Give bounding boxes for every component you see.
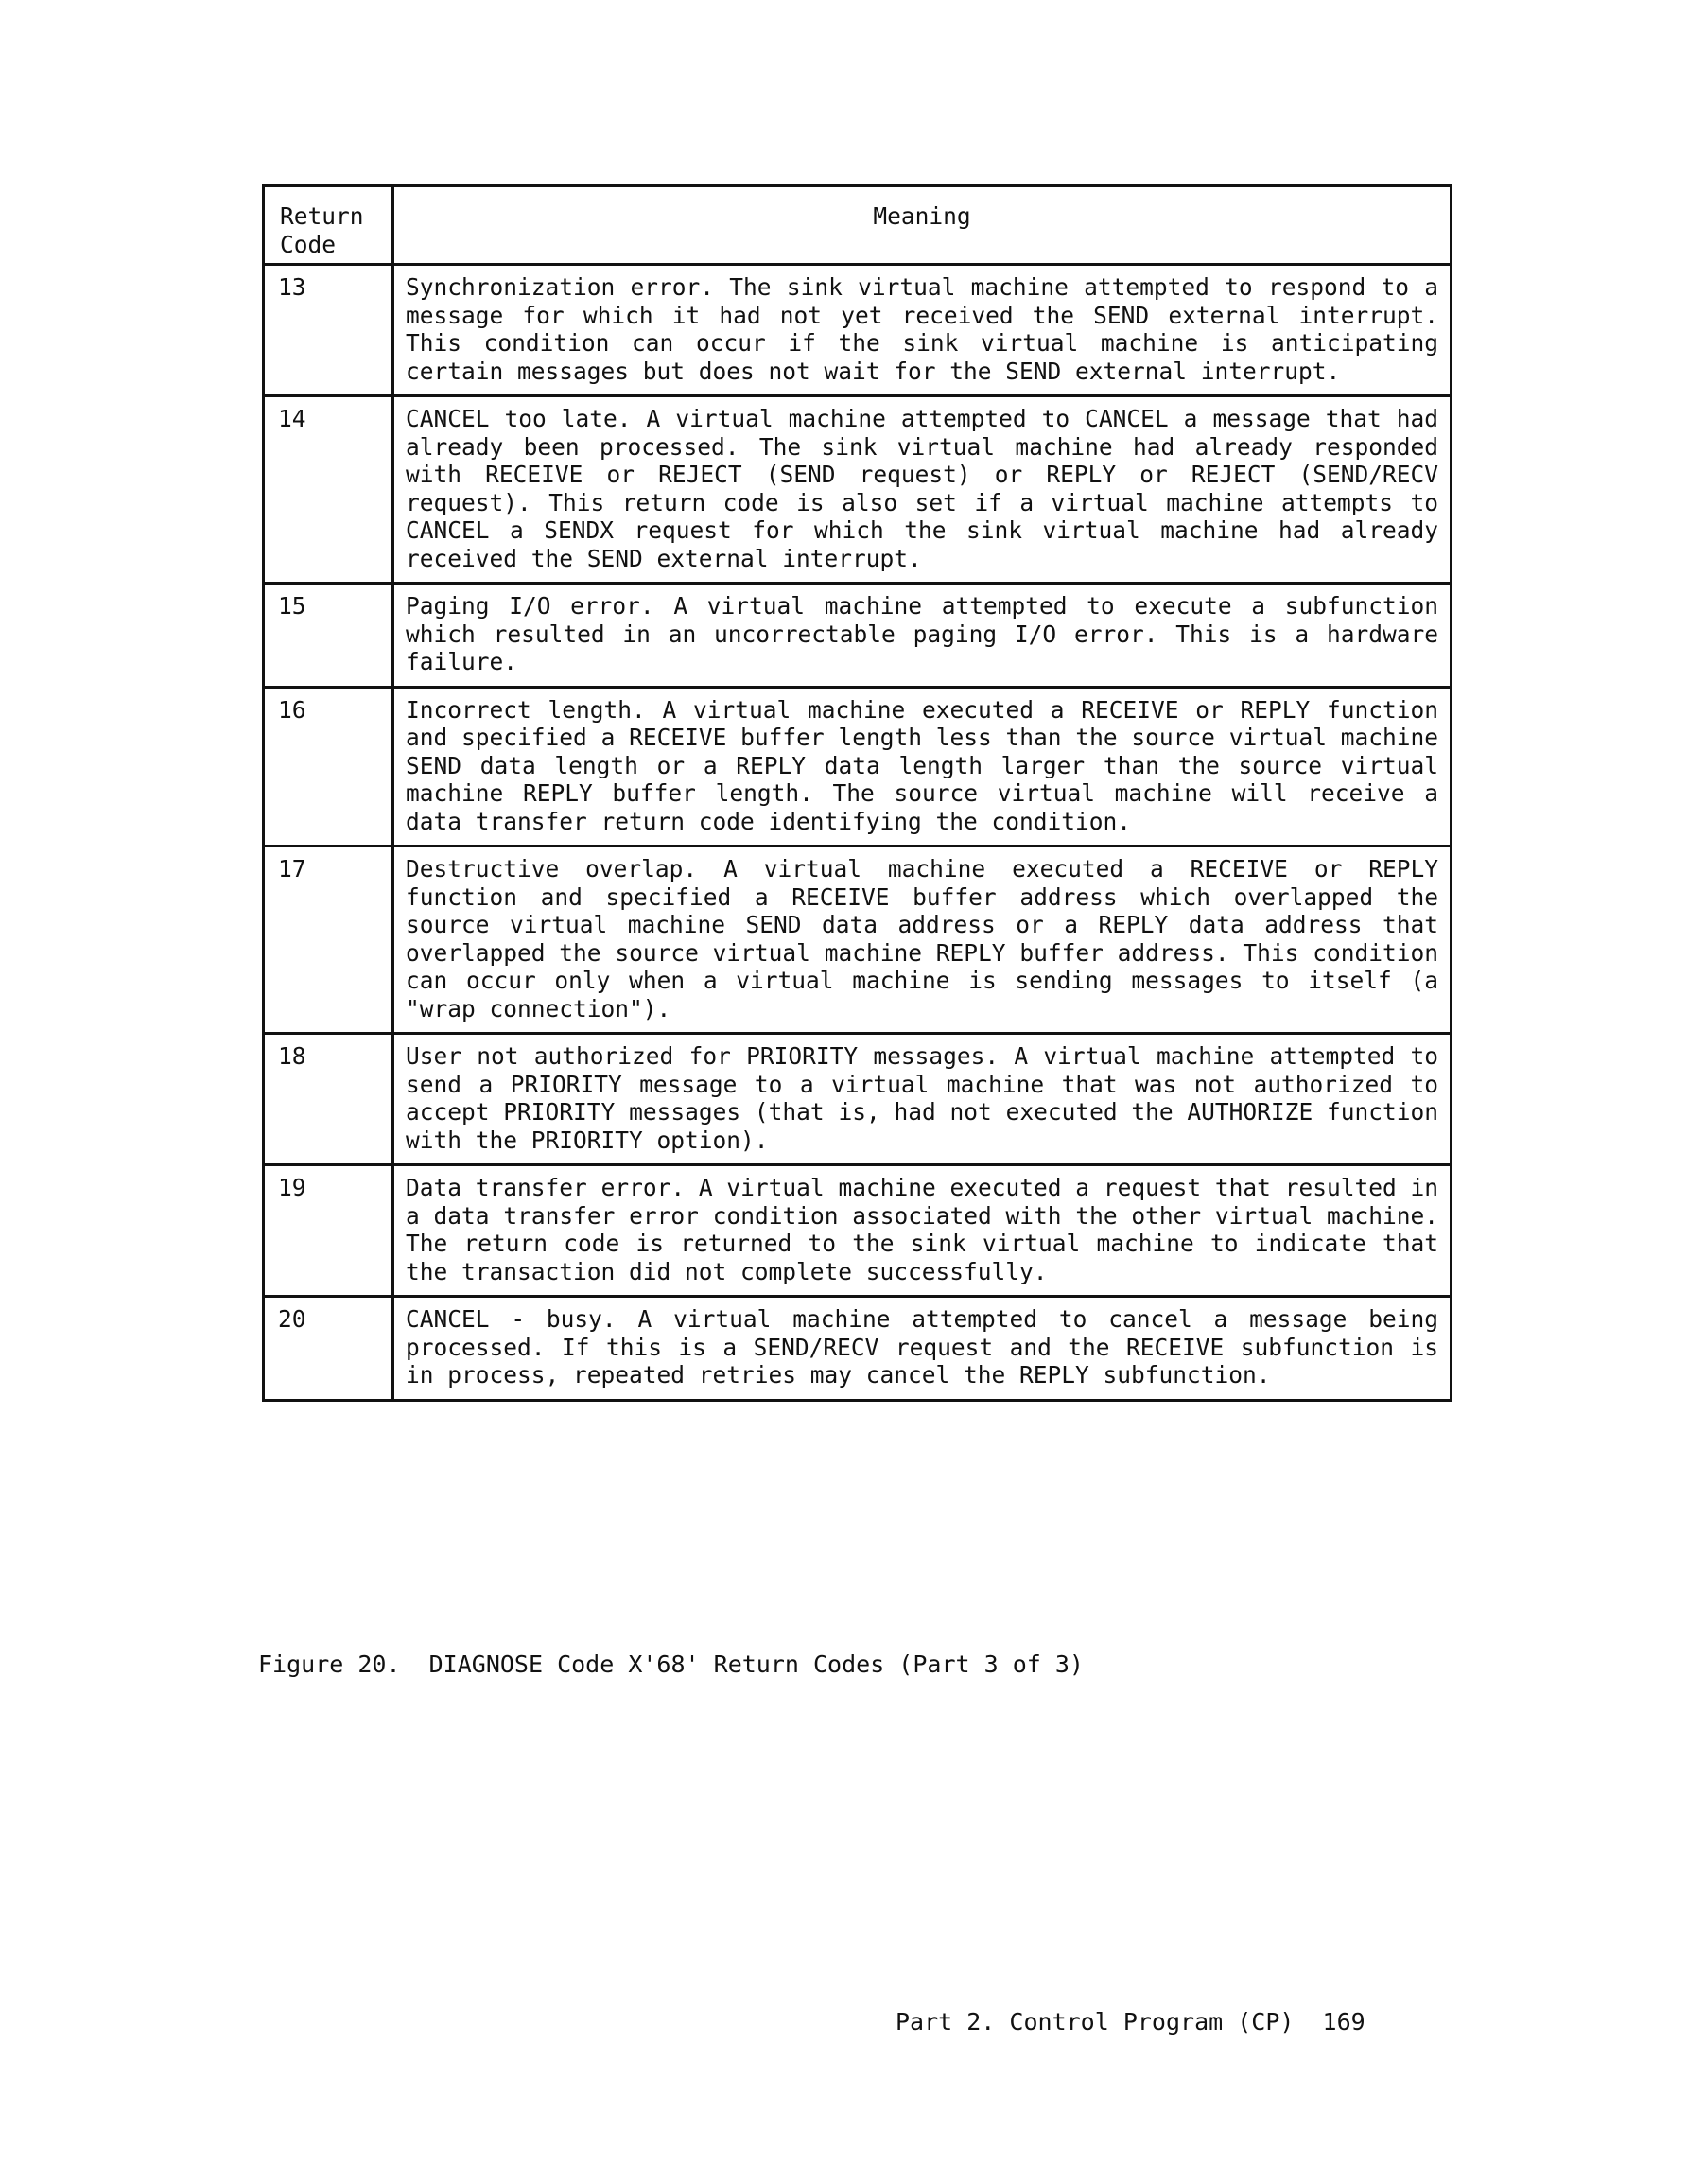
table-row — [264, 687, 1452, 847]
meaning-cell: CANCEL too late. A virtual machine attempted to CANCEL a message that had already been processed. The sink virtual machine had already responded with RECEIVE or REJECT (SEND request) or REPLY or REJECT (SEND/RECV request). This return code is also set if a virtual machine attempts to CANCEL a SENDX request for which the sink virtual machine had already received the SEND external interrupt. — [393, 396, 1452, 584]
page-footer: Part 2. Control Program (CP) 169 — [896, 2008, 1365, 2035]
table-row — [264, 584, 1452, 688]
meaning-cell: CANCEL - busy. A virtual machine attempted to cancel a message being processed. If this is a SEND/RECV request and the RECEIVE subfunction is in process, repeated retries may cancel the REPLY subfunction. — [393, 1297, 1452, 1401]
return-codes-table — [262, 184, 1452, 1402]
table-row — [264, 847, 1452, 1034]
return-code-cell: 13 — [264, 265, 393, 396]
figure-caption: Figure 20. DIAGNOSE Code X'68' Return Codes (Part 3 of 3) — [258, 1651, 1084, 1678]
meaning-cell: Data transfer error. A virtual machine executed a request that resulted in a data transfer error condition associated with the other virtual machine. The return code is returned to the sink virtual machine to indicate that the transaction did not complete successfully. — [393, 1165, 1452, 1297]
table-row — [264, 396, 1452, 584]
return-code-column-header: Return Code — [264, 186, 393, 265]
return-code-cell: 20 — [264, 1297, 393, 1401]
table-row — [264, 1165, 1452, 1297]
meaning-cell: User not authorized for PRIORITY messages. A virtual machine attempted to send a PRIORITY message to a virtual machine that was not authorized to accept PRIORITY messages (that is, had not executed the AUTHORIZE function with the PRIORITY option). — [393, 1034, 1452, 1165]
meaning-cell: Incorrect length. A virtual machine executed a RECEIVE or REPLY function and specified a RECEIVE buffer length less than the source virtual machine SEND data length or a REPLY data length larger than the source virtual machine REPLY buffer length. The source virtual machine will receive a data transfer return code identifying the condition. — [393, 687, 1452, 847]
table-row — [264, 265, 1452, 396]
table-row — [264, 1034, 1452, 1165]
return-code-cell: 15 — [264, 584, 393, 688]
meaning-column-header: Meaning — [393, 186, 1452, 265]
return-code-cell: 14 — [264, 396, 393, 584]
meaning-cell: Synchronization error. The sink virtual machine attempted to respond to a message for which it had not yet received the SEND external interrupt. This condition can occur if the sink virtual machine is anticipating certain messages but does not wait for the SEND external interrupt. — [393, 265, 1452, 396]
return-code-cell: 17 — [264, 847, 393, 1034]
return-code-cell: 19 — [264, 1165, 393, 1297]
table-header-row — [264, 186, 1452, 265]
return-code-cell: 16 — [264, 687, 393, 847]
meaning-cell: Destructive overlap. A virtual machine executed a RECEIVE or REPLY function and specified a RECEIVE buffer address which overlapped the source virtual machine SEND data address or a REPLY data address that overlapped the source virtual machine REPLY buffer address. This condition can occur only when a virtual machine is sending messages to itself (a "wrap connection"). — [393, 847, 1452, 1034]
table-row — [264, 1297, 1452, 1401]
meaning-cell: Paging I/O error. A virtual machine attempted to execute a subfunction which resulted in an uncorrectable paging I/O error. This is a hardware failure. — [393, 584, 1452, 688]
return-code-cell: 18 — [264, 1034, 393, 1165]
